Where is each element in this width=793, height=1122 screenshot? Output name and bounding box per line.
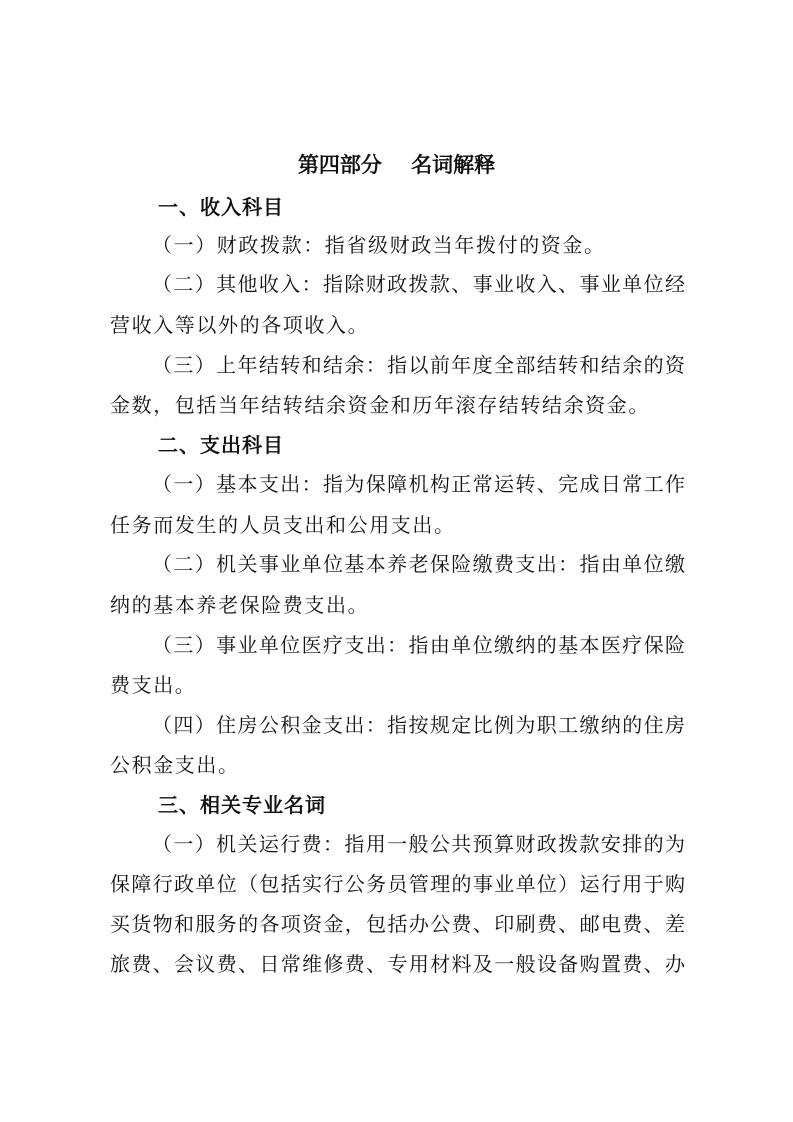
paragraph-line: 营收入等以外的各项收入。 (110, 313, 370, 337)
section-heading-expenditure: 二、支出科目 (158, 433, 284, 457)
paragraph-line: （二）其他收入：指除财政拨款、事业收入、事业单位经 (152, 272, 685, 296)
paragraph-line: （一）财政拨款：指省级财政当年拨付的资金。 (152, 233, 606, 257)
paragraph-line: （四）住房公积金支出：指按规定比例为职工缴纳的住房 (152, 713, 685, 737)
section-heading-related-terms: 三、相关专业名词 (158, 793, 326, 817)
paragraph-line: 任务而发生的人员支出和公用支出。 (110, 513, 456, 537)
paragraph-line: 保障行政单位（包括实行公务员管理的事业单位）运行用于购 (110, 872, 685, 896)
paragraph-line: （三）上年结转和结余：指以前年度全部结转和结余的资 (152, 353, 685, 377)
paragraph-line: 费支出。 (110, 673, 197, 697)
paragraph-line: 买货物和服务的各项资金，包括办公费、印刷费、邮电费、差 (110, 912, 685, 936)
paragraph-line: 旅费、会议费、日常维修费、专用材料及一般设备购置费、办 (110, 952, 685, 976)
paragraph-line: （一）基本支出：指为保障机构正常运转、完成日常工作 (152, 472, 685, 496)
paragraph-line: （一）机关运行费：指用一般公共预算财政拨款安排的为 (152, 832, 685, 856)
paragraph-line: 金数，包括当年结转结余资金和历年滚存结转结余资金。 (110, 393, 650, 417)
paragraph-line: （二）机关事业单位基本养老保险缴费支出：指由单位缴 (152, 552, 685, 576)
paragraph-line: （三）事业单位医疗支出：指由单位缴纳的基本医疗保险 (152, 633, 685, 657)
page-title: 第四部分 名词解释 (297, 153, 496, 177)
paragraph-line: 纳的基本养老保险费支出。 (110, 593, 370, 617)
section-heading-income: 一、收入科目 (158, 195, 284, 219)
paragraph-line: 公积金支出。 (110, 753, 240, 777)
